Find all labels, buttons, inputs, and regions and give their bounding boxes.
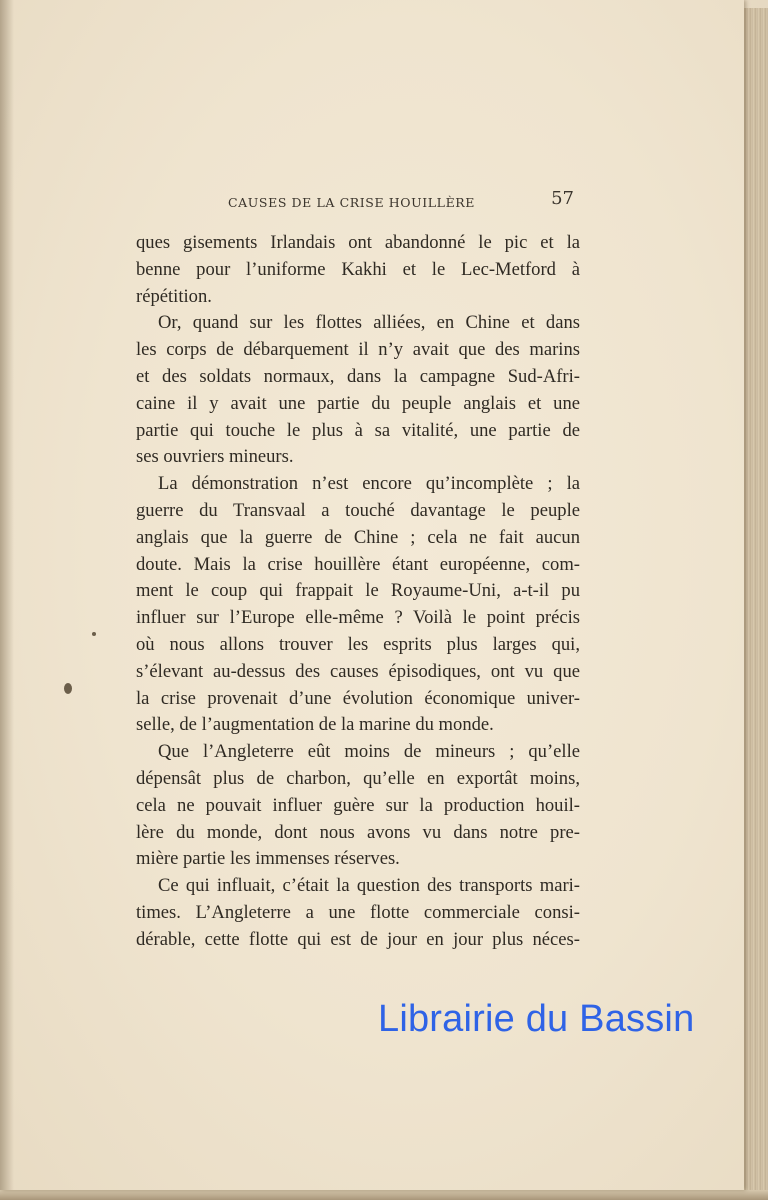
text-line: répétition. (136, 285, 212, 307)
paragraph-3 (136, 471, 580, 739)
page-gutter-shadow (0, 0, 14, 1190)
text-line: caine il y avait une partie du peuple anglais et une (136, 392, 580, 414)
text-line: influer sur l’Europe elle-même ? Voilà le point précis (136, 607, 580, 629)
text-line: doute. Mais la crise houillère étant européenne, com- (136, 553, 580, 575)
text-line: ques gisements Irlandais ont abandonné le pic et la (136, 232, 580, 253)
seller-watermark: Librairie du Bassin (378, 998, 695, 1040)
text-line: la crise provenait d’une évolution économique univer- (136, 687, 580, 709)
text-line: anglais que la guerre de Chine ; cela ne fait aucun (136, 526, 580, 548)
text-line: ses ouvriers mineurs. (136, 446, 294, 468)
text-line: guerre du Transvaal a touché davantage le peuple (136, 499, 580, 521)
text-line: Or, quand sur les flottes alliées, en Chine et dans (158, 312, 580, 334)
body-text (136, 230, 580, 954)
page-bottom-edge (0, 1190, 768, 1200)
text-line: benne pour l’uniforme Kakhi et le Lec-Metford à (136, 258, 580, 280)
text-line: partie qui touche le plus à sa vitalité, une partie de (136, 419, 580, 441)
text-line: Ce qui influait, c’était la question des transports mari- (158, 875, 580, 897)
text-line: lère du monde, dont nous avons vu dans notre pre- (136, 821, 580, 843)
text-line: s’élevant au-dessus des causes épisodiques, ont vu que (136, 660, 580, 682)
page-number: 57 (551, 188, 574, 209)
text-line: mière partie les immenses réserves. (136, 848, 400, 870)
text-line: cela ne pouvait influer guère sur la production houil- (136, 794, 580, 816)
paragraph-4 (136, 739, 580, 873)
text-line: dépensât plus de charbon, qu’elle en exportât moins, (136, 767, 580, 789)
text-line: ment le coup qui frappait le Royaume-Uni, a-t-il pu (136, 580, 580, 602)
text-line: Que l’Angleterre eût moins de mineurs ; qu’elle (158, 741, 580, 763)
text-line: les corps de débarquement il n’y avait que des marins (136, 339, 580, 361)
text-line: selle, de l’augmentation de la marine du monde. (136, 714, 494, 736)
paragraph-1 (136, 230, 580, 310)
paragraph-5 (136, 873, 580, 953)
text-line: où nous allons trouver les esprits plus larges qui, (136, 633, 580, 655)
foxing-spot (92, 632, 96, 636)
text-line: times. L’Angleterre a une flotte commerciale consi- (136, 901, 580, 923)
paragraph-2 (136, 310, 580, 471)
running-head: CAUSES DE LA CRISE HOUILLÈRE (228, 195, 476, 210)
text-line: La démonstration n’est encore qu’incomplète ; la (158, 473, 580, 495)
foxing-spot (64, 683, 72, 694)
text-line: dérable, cette flotte qui est de jour en jour plus néces- (136, 928, 580, 950)
page-header (136, 186, 580, 218)
page-edges (741, 8, 768, 1193)
text-line: et des soldats normaux, dans la campagne Sud-Afri- (136, 365, 580, 387)
